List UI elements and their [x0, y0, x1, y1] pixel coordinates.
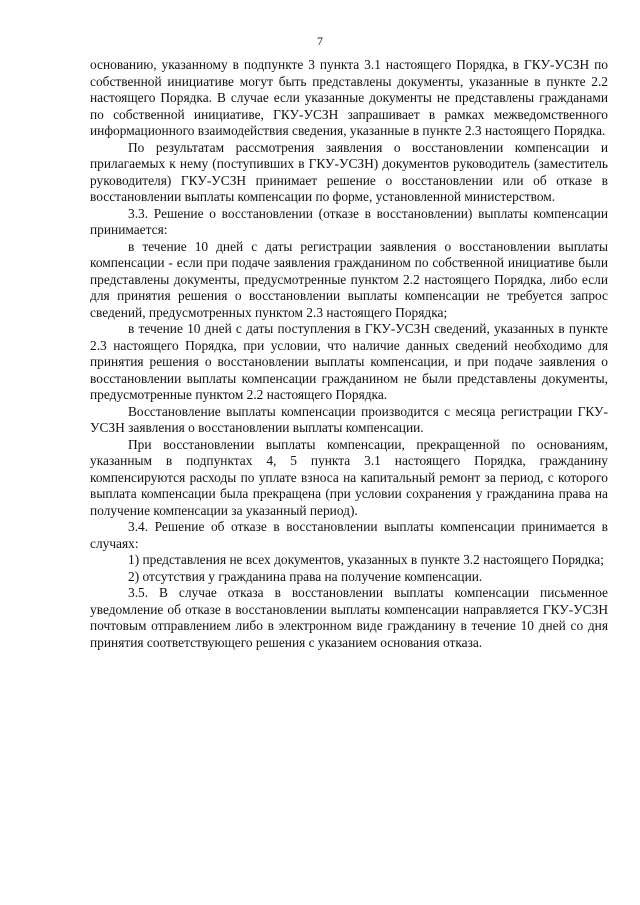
- paragraph-3-4: 3.4. Решение об отказе в восстановлении выплаты компенсации принимается в случаях:: [90, 519, 608, 551]
- paragraph-3-4-item-1: 1) представления не всех документов, указанных в пункте 3.2 настоящего Порядка;: [128, 552, 604, 567]
- page-body: [90, 57, 608, 651]
- page-number: 7: [317, 34, 323, 48]
- paragraph-decision: По результатам рассмотрения заявления о восстановлении компенсации и прилагаемых к нему (поступивших в ГКУ-УСЗН) документов руководитель (заместитель руководителя) ГКУ-УСЗН принимает решение о восстановлении или об отказе в восстановлении выплаты компенсации по форме, установленной министерством.: [90, 139, 608, 204]
- paragraph-compensation-costs: При восстановлении выплаты компенсации, прекращенной по основаниям, указанным в подпунктах 4, 5 пункта 3.1 настоящего Порядка, гражданину компенсируются расходы по уплате взноса на капитальный ремонт за период, с которого выплата компенсации была прекращена (при условии сохранения у гражданина права на получение компенсации за указанный период).: [90, 436, 608, 518]
- paragraph-3-4-item-2: 2) отсутствия у гражданина права на получение компенсации.: [128, 568, 483, 584]
- paragraph-restoration-start: Восстановление выплаты компенсации производится с месяца регистрации ГКУ-УСЗН заявления о восстановлении выплаты компенсации.: [90, 403, 608, 435]
- paragraph-3-5: 3.5. В случае отказа в восстановлении выплаты компенсации письменное уведомление об отказе в восстановлении выплаты компенсации направляется ГКУ-УСЗН почтовым отправлением либо в электронном виде гражданину в течение 10 дней со дня принятия соответствующего решения с указанием основания отказа.: [90, 585, 608, 650]
- paragraph-continuation: основанию, указанному в подпункте 3 пункта 3.1 настоящего Порядка, в ГКУ-УСЗН по собственной инициативе могут быть представлены документы, указанные в пункте 2.2 настоящего Порядка. В случае если указанные документы не представлены гражданами по собственной инициативе, ГКУ-УСЗН запрашивает в рамках межведомственного информационного взаимодействия сведения, указанные в пункте 2.3 настоящего Порядка.: [90, 57, 608, 138]
- paragraph-3-3-term-1: в течение 10 дней с даты регистрации заявления о восстановлении выплаты компенсации - если при подаче заявления гражданином по собственной инициативе были представлены документы, предусмотренные пунктом 2.2 настоящего Порядка, либо если для принятия решения о восстановлении выплаты компенсации не требуется запрос сведений, предусмотренных пунктом 2.3 настоящего Порядка;: [90, 238, 608, 320]
- paragraph-3-3-term-2: в течение 10 дней с даты поступления в ГКУ-УСЗН сведений, указанных в пункте 2.3 настоящего Порядка, при условии, что наличие данных сведений необходимо для принятия решения о восстановлении выплаты компенсации, и при подаче заявления о восстановлении выплаты компенсации гражданином не были представлены документы, предусмотренные пунктом 2.2 настоящего Порядка.: [90, 321, 608, 402]
- paragraph-3-3: 3.3. Решение о восстановлении (отказе в восстановлении) выплаты компенсации принимается:: [90, 205, 608, 237]
